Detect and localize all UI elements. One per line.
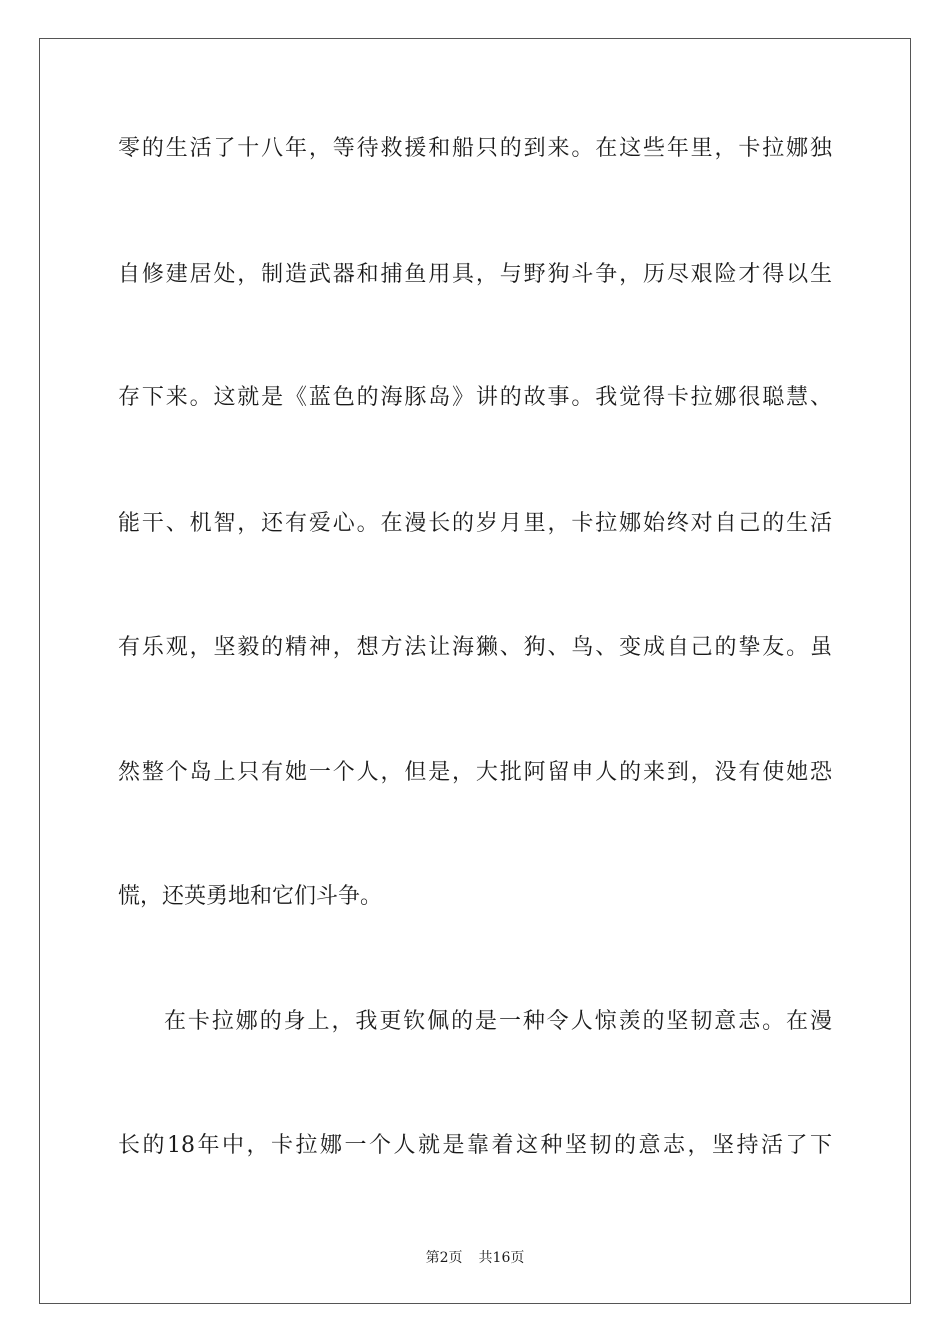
page-footer	[0, 1247, 950, 1267]
page-border	[39, 38, 911, 1304]
body-text-line-2: 自修建居处，制造武器和捕鱼用具，与野狗斗争，历尽艰险才得以生	[118, 262, 832, 287]
body-text-line-5: 有乐观，坚毅的精神，想方法让海獭、狗、鸟、变成自己的挚友。虽	[118, 635, 832, 660]
body-text-line-7: 慌，还英勇地和它们斗争。	[118, 884, 383, 909]
body-text-line-9: 长的18年中，卡拉娜一个人就是靠着这种坚韧的意志，坚持活了下	[118, 1133, 832, 1158]
body-text-line-8: 在卡拉娜的身上，我更钦佩的是一种令人惊羡的坚韧意志。在漫	[164, 1009, 832, 1034]
body-text-line-3: 存下来。这就是《蓝色的海豚岛》讲的故事。我觉得卡拉娜很聪慧、	[118, 385, 832, 410]
body-text-line-1: 零的生活了十八年，等待救援和船只的到来。在这些年里，卡拉娜独	[118, 136, 832, 161]
page-number: 第2页	[425, 1250, 463, 1266]
page-total: 共16页	[478, 1250, 525, 1266]
body-text-line-4: 能干、机智，还有爱心。在漫长的岁月里，卡拉娜始终对自己的生活	[118, 511, 832, 536]
body-text-line-6: 然整个岛上只有她一个人，但是，大批阿留申人的来到，没有使她恐	[118, 760, 832, 785]
